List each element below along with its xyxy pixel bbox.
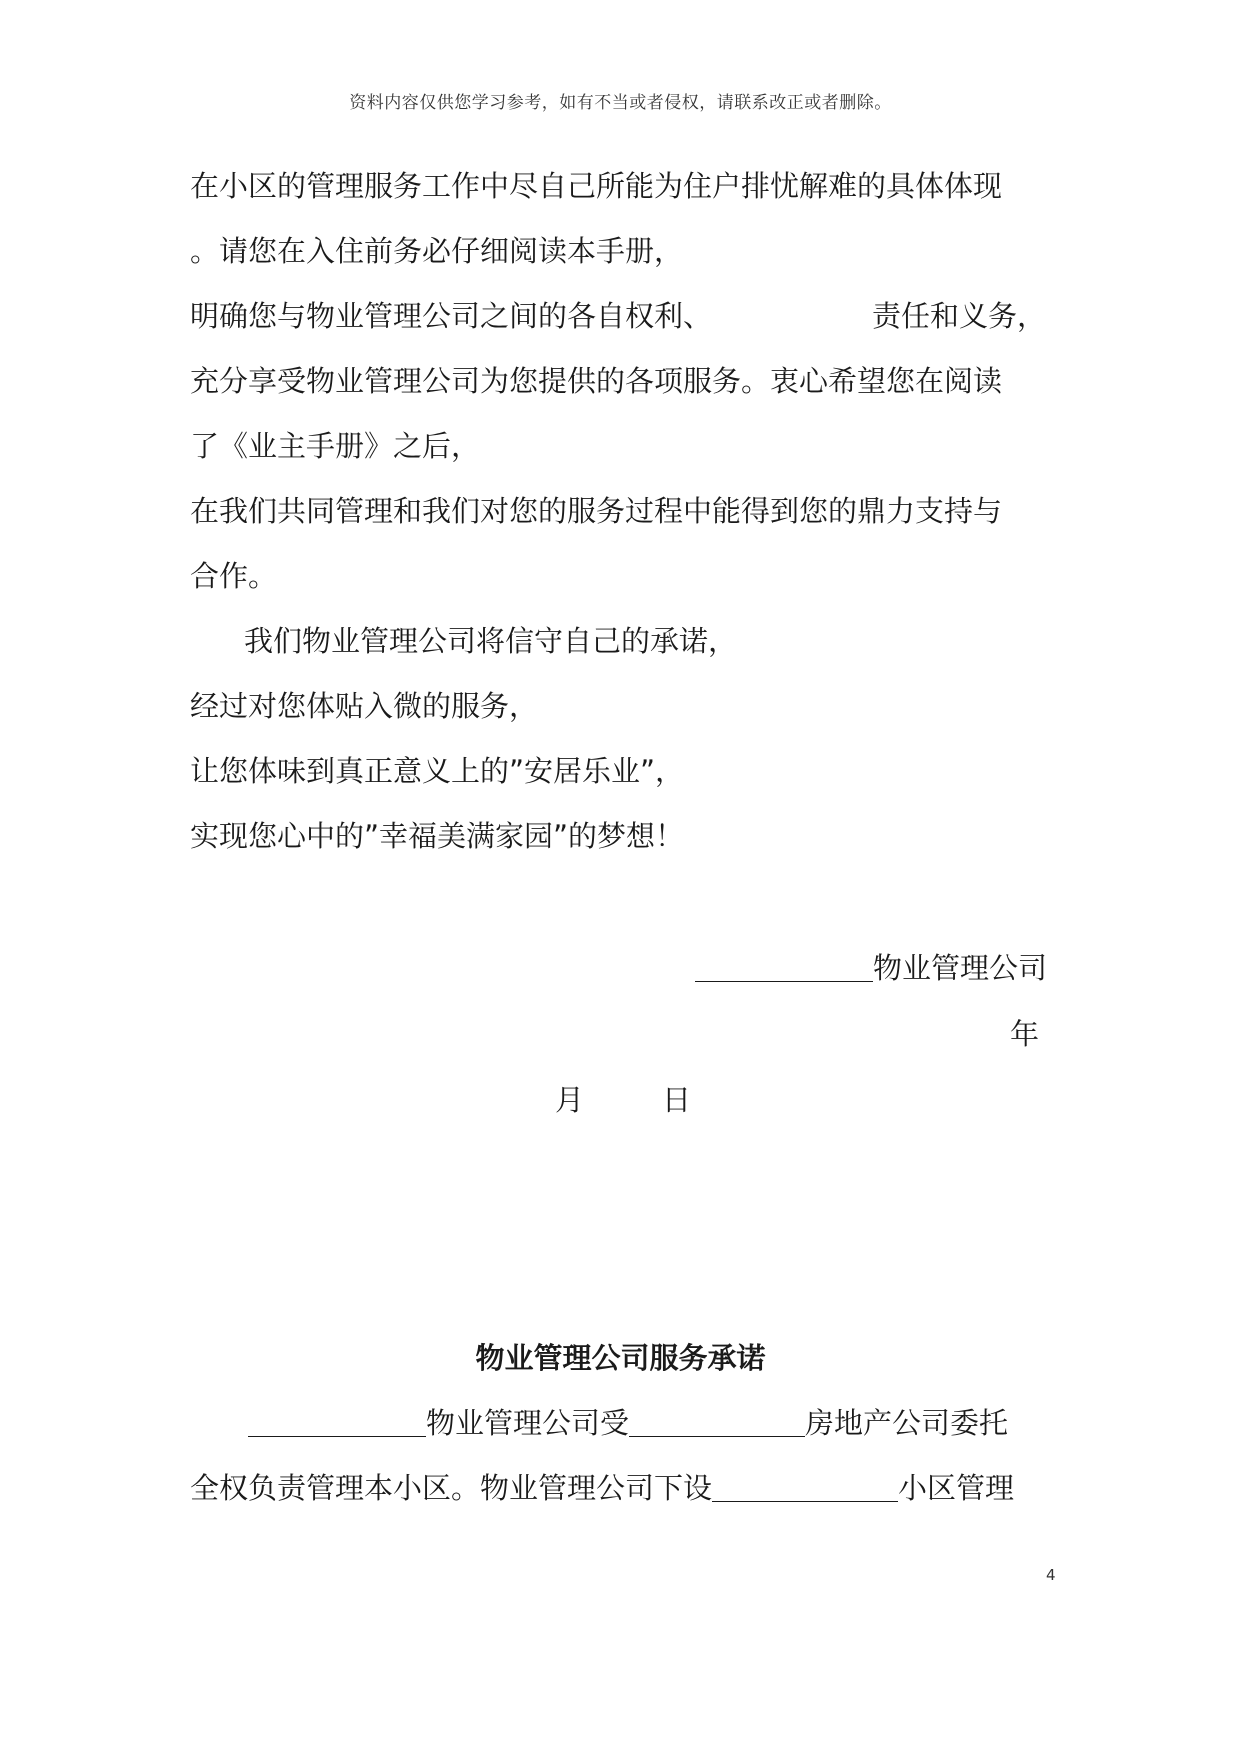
body-line: 。请您在入住前务必仔细阅读本手册， (190, 234, 684, 268)
body-line: 合作。 (190, 559, 278, 593)
fill-in-blank[interactable] (629, 1406, 805, 1437)
signature-year: 年 (1010, 1017, 1040, 1051)
section-title: 物业管理公司服务承诺 (475, 1341, 766, 1375)
body-line: 了《业主手册》之后， (190, 429, 481, 463)
fill-in-blank[interactable] (248, 1406, 426, 1437)
signature-company-name: 物业管理公司 (873, 951, 1048, 985)
signature-month-day (555, 1082, 691, 1118)
page-number: 4 (1046, 1566, 1056, 1584)
body-line: 经过对您体贴入微的服务， (190, 689, 539, 723)
fill-in-blank[interactable] (712, 1471, 898, 1502)
body-line: 让您体味到真正意义上的”安居乐业”， (190, 754, 685, 788)
signature-month: 月 (555, 1083, 585, 1117)
body-line-part: 房地产公司委托 (805, 1406, 1009, 1440)
fill-in-blank[interactable] (695, 951, 873, 982)
body-line: 在小区的管理服务工作中尽自己所能为住户排忧解难的具体体现 (190, 169, 1003, 203)
body-line: 在我们共同管理和我们对您的服务过程中能得到您的鼎力支持与 (190, 494, 1003, 528)
body-line (248, 1405, 1008, 1441)
body-line-part: 明确您与物业管理公司之间的各自权利、 (190, 299, 713, 333)
body-line-part: 物业管理公司受 (426, 1406, 630, 1440)
body-line: 实现您心中的”幸福美满家园”的梦想！ (190, 819, 685, 853)
body-line: 我们物业管理公司将信守自己的承诺， (244, 624, 738, 658)
body-line (190, 1470, 1014, 1506)
body-line (190, 298, 1046, 334)
header-disclaimer: 资料内容仅供您学习参考，如有不当或者侵权，请联系改正或者删除。 (349, 93, 892, 113)
body-line: 充分享受物业管理公司为您提供的各项服务。衷心希望您在阅读 (190, 364, 1003, 398)
body-line-part: 全权负责管理本小区。物业管理公司下设 (190, 1471, 713, 1505)
body-line-part: 责任和义务， (872, 299, 1047, 333)
signature-day: 日 (662, 1083, 692, 1117)
signature-company (695, 950, 1047, 986)
body-line-part: 小区管理 (898, 1471, 1015, 1505)
